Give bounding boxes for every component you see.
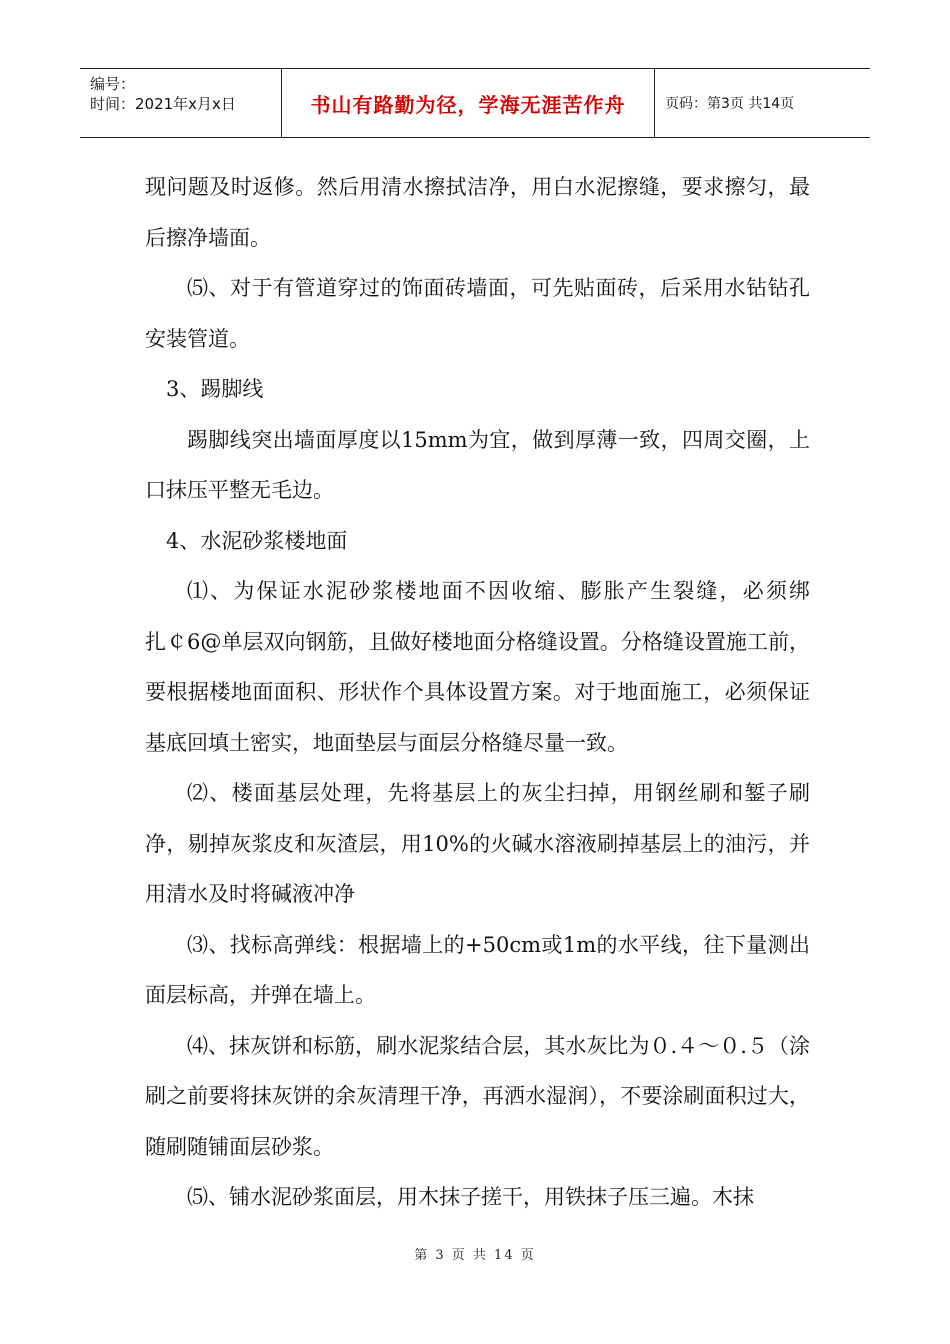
page-footer: 第 3 页 共 14 页 <box>414 1248 536 1263</box>
page-header <box>80 68 870 138</box>
document-body <box>145 162 810 1223</box>
time-label: 时间：2021年x月x日 <box>90 95 236 113</box>
header-page-cell <box>655 69 870 137</box>
paragraph-step-4: ⑷、抹灰饼和标筋，刷水泥浆结合层，其水灰比为０.４～０.５（涂刷之前要将抹灰饼的余灰清理干净，再洒水湿润），不要涂刷面积过大，随刷随铺面层砂浆。 <box>145 1033 810 1159</box>
motto-text: 书山有路勤为径，学海无涯苦作舟 <box>310 92 626 117</box>
paragraph-skirting: 踢脚线突出墙面厚度以15mm为宜，做到厚薄一致，四周交圈，上口抹压平整无毛边。 <box>145 427 810 502</box>
section-heading-skirting: 3、踢脚线 <box>166 377 264 401</box>
paragraph-step-3: ⑶、找标高弹线：根据墙上的+50cm或1m的水平线，往下量测出面层标高，并弹在墙上。 <box>145 932 810 1007</box>
number-label: 编号： <box>90 75 136 93</box>
paragraph-step-2: ⑵、楼面基层处理，先将基层上的灰尘扫掉，用钢丝刷和錾子刷净，剔掉灰浆皮和灰渣层，用10%的火碱水溶液刷掉基层上的油污，并用清水及时将碱液冲净 <box>145 781 810 906</box>
paragraph-continuation: 现问题及时返修。然后用清水擦拭洁净，用白水泥擦缝，要求擦匀，最后擦净墙面。 <box>145 175 810 250</box>
header-info-cell <box>80 69 282 137</box>
section-heading-cement-floor: 4、水泥砂浆楼地面 <box>166 528 348 553</box>
paragraph-step-5: ⑸、铺水泥砂浆面层，用木抹子搓干，用铁抹子压三遍。木抹 <box>187 1185 754 1209</box>
paragraph-step-1: ⑴、为保证水泥砂浆楼地面不因收缩、膨胀产生裂缝，必须绑扎￠6@单层双向钢筋，且做好楼地面分格缝设置。分格缝设置施工前，要根据楼地面面积、形状作个具体设置方案。对于地面施工，必须保证基底回填土密实，地面垫层与面层分格缝尽量一致。 <box>145 579 810 755</box>
page-code: 页码：第3页 共14页 <box>665 96 795 112</box>
paragraph-pipe-tile: ⑸、对于有管道穿过的饰面砖墙面，可先贴面砖，后采用水钻钻孔安装管道。 <box>145 276 810 351</box>
header-motto-cell <box>282 69 655 137</box>
